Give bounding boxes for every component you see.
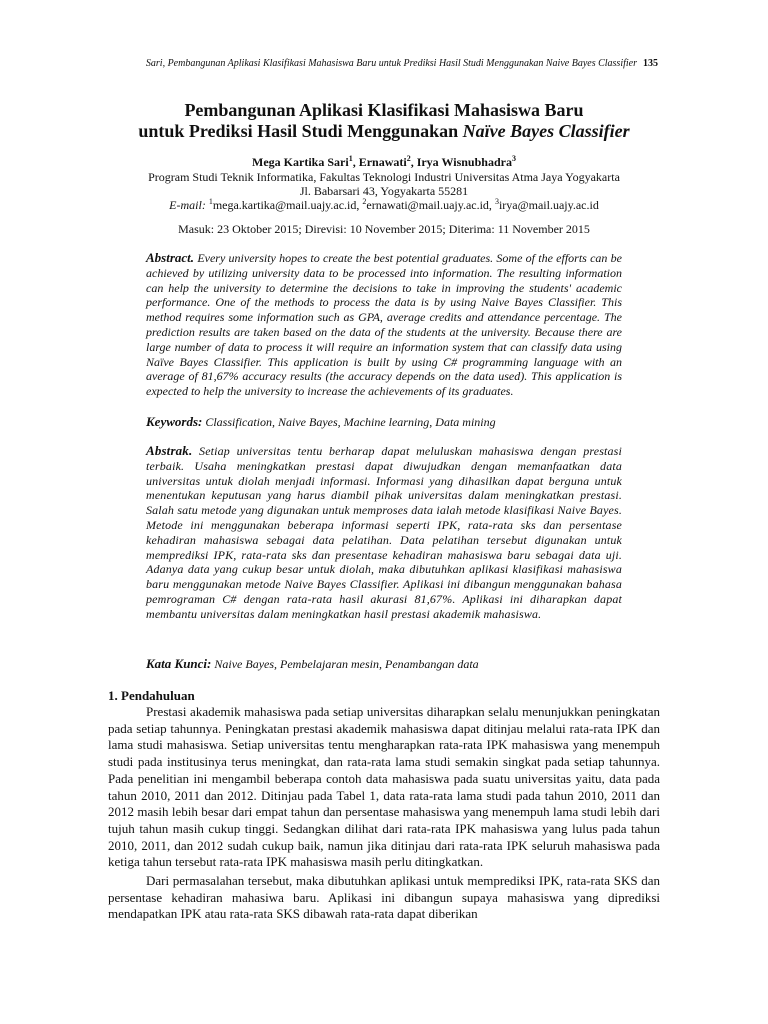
author-1: Mega Kartika Sari bbox=[252, 155, 349, 169]
paragraph-2-text: Dari permasalahan tersebut, maka dibutuhkan aplikasi untuk memprediksi IPK, rata-rata SKS dan persentase kehadiran mahasiwa baru. Aplikasi ini dibangun supaya mahasiswa yang diprediksi mendapatkan IPK atau rata-rata SKS dibawah rata-rata dapat diberikan bbox=[108, 873, 660, 922]
title-line-2 bbox=[0, 121, 768, 142]
keywords-indonesian bbox=[146, 656, 479, 672]
body-paragraph-1 bbox=[108, 704, 660, 871]
running-header bbox=[146, 58, 658, 69]
page-number: 135 bbox=[643, 58, 658, 69]
email-3: irya@mail.uajy.ac.id bbox=[498, 198, 599, 212]
author-sep-1: , bbox=[352, 155, 359, 169]
abstract-en-text: Every university hopes to create the best potential graduates. Some of the efforts can be achieved by utilizing university data to be processed into information. The resulting information can help the university to determine the decisions to take in improving the students' academic performance. One of the methods to process the data is by using Naive Bayes Classifier. This method requires some information such as GPA, average credits and attendance percentage. The prediction results are taken based on the data of the students at the university. Because there are large number of data to process it will require an information system that can classify data using Naïve Bayes Classifier. This application is built by using C# programming language with an average of 81,67% accuracy results (the accuracy depends on the data used). This application is expected to help the university to increase the achievements of its graduates. bbox=[146, 251, 623, 399]
affiliation bbox=[0, 170, 768, 198]
section-heading: 1. Pendahuluan bbox=[108, 688, 195, 703]
abstract-indonesian bbox=[146, 444, 622, 622]
email-line bbox=[0, 198, 768, 213]
author-2: Ernawati bbox=[358, 155, 407, 169]
submission-dates: Masuk: 23 Oktober 2015; Direvisi: 10 November 2015; Diterima: 11 November 2015 bbox=[178, 222, 590, 236]
title-line-1: Pembangunan Aplikasi Klasifikasi Mahasiswa Baru bbox=[184, 100, 584, 120]
affiliation-line-1: Program Studi Teknik Informatika, Fakultas Teknologi Industri Universitas Atma Jaya Yogyakarta bbox=[148, 170, 620, 184]
abstract-id-heading: Abstrak. bbox=[146, 443, 193, 458]
email-2-sup: 2 bbox=[362, 197, 367, 206]
keywords-id-heading: Kata Kunci: bbox=[146, 656, 212, 671]
author-list bbox=[0, 155, 768, 170]
paper-title bbox=[0, 100, 768, 142]
author-3: Irya Wisnubhadra bbox=[416, 155, 512, 169]
keywords-en-text: Classification, Naive Bayes, Machine learning, Data mining bbox=[205, 415, 496, 429]
keywords-en-heading: Keywords: bbox=[146, 414, 203, 429]
email-1: mega.kartika@mail.uajy.ac.id, bbox=[212, 198, 360, 212]
keywords-id-text: Naive Bayes, Pembelajaran mesin, Penambangan data bbox=[214, 657, 479, 671]
author-3-sup: 3 bbox=[511, 154, 516, 163]
running-title: Sari, Pembangunan Aplikasi Klasifikasi Mahasiswa Baru untuk Prediksi Hasil Studi Menggunakan Naive Bayes Classifier bbox=[145, 58, 637, 69]
title-line-2-italic: Naïve Bayes Classifier bbox=[462, 121, 630, 141]
paragraph-1-text: Prestasi akademik mahasiswa pada setiap universitas diharapkan selalu menunjukkan peningkatan pada setiap tahunnya. Peningkatan prestasi akademik mahasiswa dapat ditinjau melalui rata-rata IPK dan lama studi mahasiswa. Setiap universitas tentu mengharapkan rata-rata IPK mahasiswa yang menempuh studi pada institusinya terus meningkat, dan rata-rata lama studi semakin singkat pada setiap tahunnya. Pada penelitian ini mengambil beberapa contoh data mahasiswa pada suatu universitas yaitu, data pada tahun 2010, 2011 dan 2012. Ditinjau pada Tabel 1, data rata-rata lama studi pada tahun 2010, 2011 dan 2012 masih lebih besar dari empat tahun dan persentase mahasiswa yang menempuh lama studi lebih dari tujuh tahun masih cukup tinggi. Sedangkan dilihat dari rata-rata IPK mahasiswa yang lulus pada tahun 2010, 2011, dan 2012 sudah cukup baik, namun jika ditinjau dari rata-rata IPK seluruh mahasiswa pada ketiga tahun tersebut rata-rata IPK mahasiswa masih perlu ditingkatkan. bbox=[108, 704, 660, 870]
author-2-sup: 2 bbox=[406, 154, 411, 163]
email-3-sup: 3 bbox=[494, 197, 499, 206]
body-paragraph-2 bbox=[108, 873, 660, 923]
affiliation-line-2: Jl. Babarsari 43, Yogyakarta 55281 bbox=[299, 184, 469, 198]
keywords-english bbox=[146, 414, 496, 430]
abstract-en-heading: Abstract. bbox=[146, 250, 195, 265]
abstract-id-text: Setiap universitas tentu berharap dapat meluluskan mahasiswa dengan prestasi terbaik. Usaha meningkatkan prestasi dapat diwujudkan dengan memanfaatkan data universitas untuk diolah menjadi informasi. Informasi yang dihasilkan dapat berguna untuk menentukan keputusan yang harus diambil pihak universitas dalam meningkatkan prestasi. Salah satu metode yang digunakan untuk memproses data ialah metode klasifikasi Naive Bayes. Metode ini menggunakan beberapa informasi seperti IPK, rata-rata sks dan persentase kehadiran mahasiswa sebagai data pelatihan. Data pelatihan tersebut digunakan untuk memprediksi IPK, rata-rata sks dan presentase kehadiran mahasiswa baru sebagai data uji. Adanya data yang cukup besar untuk diolah, maka dibutuhkan aplikasi klasifikasi mahasiswa baru menggunakan metode Naive Bayes Classifier. Aplikasi ini dibangun menggunakan bahasa pemrograman C# dengan rata-rata hasil akurasi 81,67%. Aplikasi ini diharapkan dapat membantu universitas dalam meningkatkan hasil prestasi akademik mahasiswa. bbox=[146, 444, 622, 621]
email-2: ernawati@mail.uajy.ac.id, bbox=[366, 198, 492, 212]
author-sep-2: , bbox=[410, 155, 417, 169]
abstract-english bbox=[146, 251, 622, 399]
email-1-sup: 1 bbox=[208, 197, 213, 206]
title-line-2-plain: untuk Prediksi Hasil Studi Menggunakan bbox=[138, 121, 459, 141]
author-1-sup: 1 bbox=[348, 154, 353, 163]
email-label: E-mail: bbox=[169, 198, 206, 212]
